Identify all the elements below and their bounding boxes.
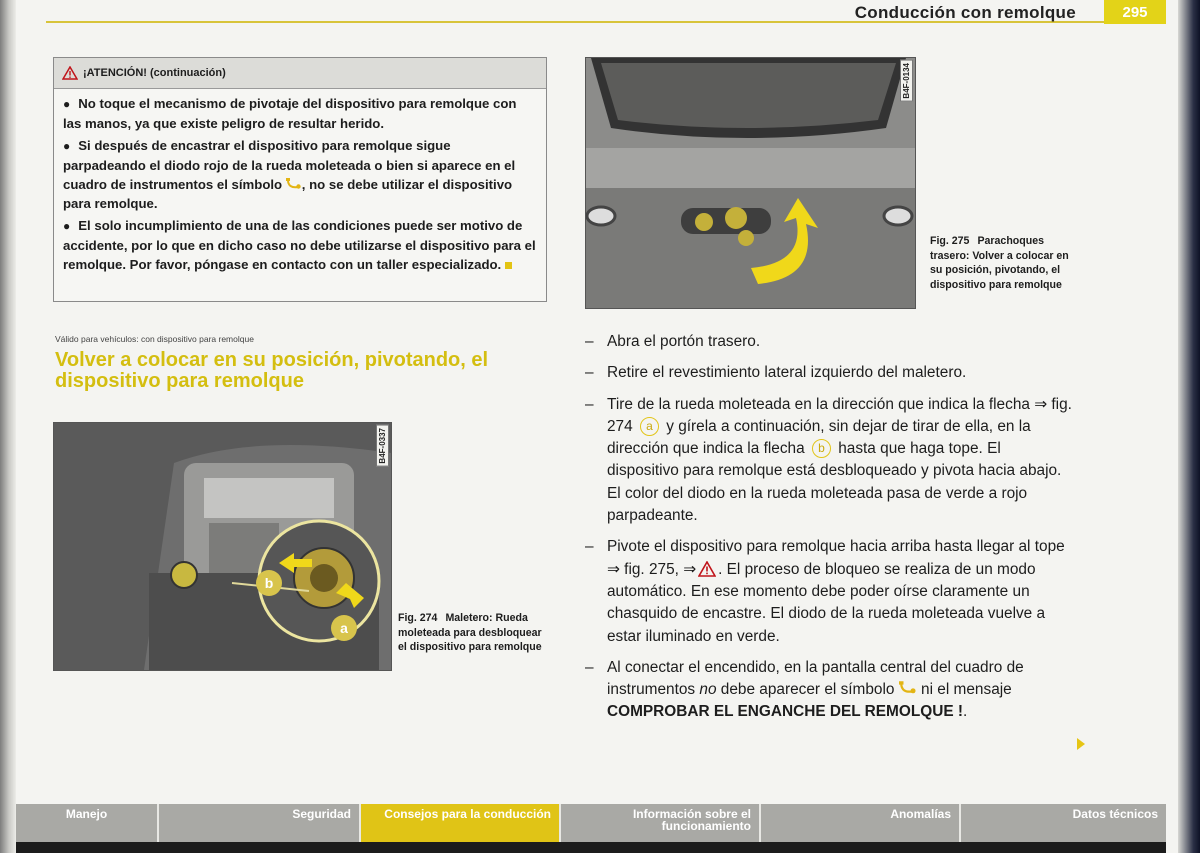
warning-item: ● El solo incumplimiento de una de las condiciones puede ser motivo de accidente, por lo que en dicho caso no debe utilizarse el dispositivo para el remolque. Por favor, póngase en contacto con un taller especializado. [63, 218, 536, 272]
warning-item: ● Si después de encastrar el dispositivo para remolque sigue parpadeando el diodo rojo de la rueda moleteada o bien si aparece en el cuadro de instrumentos el símbolo , no se debe utilizar el dispositivo para remolque. [63, 138, 516, 211]
callout-a-icon: a [640, 417, 659, 436]
step-item: – Pivote el dispositivo para remolque hacia arriba hasta llegar al tope ⇒ fig. 275, ⇒ . El proceso de bloqueo se realiza de un modo automático. En ese momento debe poder oírse claramente un chasquido de encastre. El diodo de la rueda moleteada vuelve a estar iluminado en verde. [585, 536, 1073, 647]
section-title: Volver a colocar en su posición, pivotando, el dispositivo para remolque [55, 349, 489, 392]
figure-275-caption: Fig. 275 Parachoques trasero: Volver a colocar en su posición, pivotando, el dispositivo para remolque [930, 235, 1069, 291]
warning-triangle-icon [62, 66, 78, 80]
step-item: – Al conectar el encendido, en la pantalla central del cuadro de instrumentos no debe aparecer el símbolo ni el mensaje COMPROBAR EL ENGANCHE DEL REMOLQUE !. [585, 657, 1073, 724]
book-binding [0, 0, 16, 853]
tab-consejos[interactable]: Consejos para la conducción [361, 804, 561, 842]
step-item: – Tire de la rueda moleteada en la dirección que indica la flecha ⇒ fig. 274 a y gírela a continuación, sin dejar de tirar de ella, en la dirección que indica la flecha b hasta que haga tope. El dispositivo para remolque está desbloqueado y pivota hacia abajo. El color del diodo en la rueda moleteada pasa de verde a rojo parpadeante. [585, 394, 1073, 528]
warning-header [54, 58, 546, 89]
bumper-photo [586, 58, 915, 308]
figure-274 [53, 422, 392, 671]
step-item: – Retire el revestimiento lateral izquierdo del maletero. [585, 362, 1073, 384]
tab-seguridad[interactable]: Seguridad [159, 804, 361, 842]
page-number: 295 [1104, 0, 1166, 24]
figure-code: B4F-0337 [376, 425, 389, 467]
page-edge [1178, 0, 1200, 853]
instruction-steps [585, 331, 1073, 733]
validity-note: Válido para vehículos: con dispositivo para remolque [55, 334, 254, 344]
running-title: Conducción con remolque [854, 3, 1076, 22]
callout-b-icon: b [812, 439, 831, 458]
warning-triangle-icon [698, 561, 716, 577]
trailer-hitch-icon [899, 681, 917, 695]
tab-anomalias[interactable]: Anomalías [761, 804, 961, 842]
bottom-edge [16, 842, 1166, 853]
figure-code: B4F-0134 [900, 60, 913, 102]
callout-b: b [264, 575, 274, 591]
trunk-photo [54, 423, 391, 670]
end-marker [505, 262, 512, 269]
tab-informacion[interactable]: Información sobre el funcionamiento [561, 804, 761, 842]
trailer-hitch-icon [286, 178, 302, 190]
tab-datos-tecnicos[interactable]: Datos técnicos [961, 804, 1166, 842]
warning-item: ● No toque el mecanismo de pivotaje del dispositivo para remolque con las manos, ya que existe peligro de resultar herido. [63, 96, 517, 131]
chapter-tabs [16, 804, 1166, 842]
tab-manejo[interactable]: Manejo [16, 804, 159, 842]
callout-a: a [340, 620, 348, 636]
continue-arrow-icon [1077, 738, 1085, 750]
figure-275 [585, 57, 916, 309]
figure-274-caption: Fig. 274 Maletero: Rueda moleteada para desbloquear el dispositivo para remolque [398, 612, 542, 653]
warning-box [53, 57, 547, 302]
step-item: – Abra el portón trasero. [585, 331, 1073, 353]
warning-title: ¡ATENCIÓN! (continuación) [83, 67, 226, 79]
